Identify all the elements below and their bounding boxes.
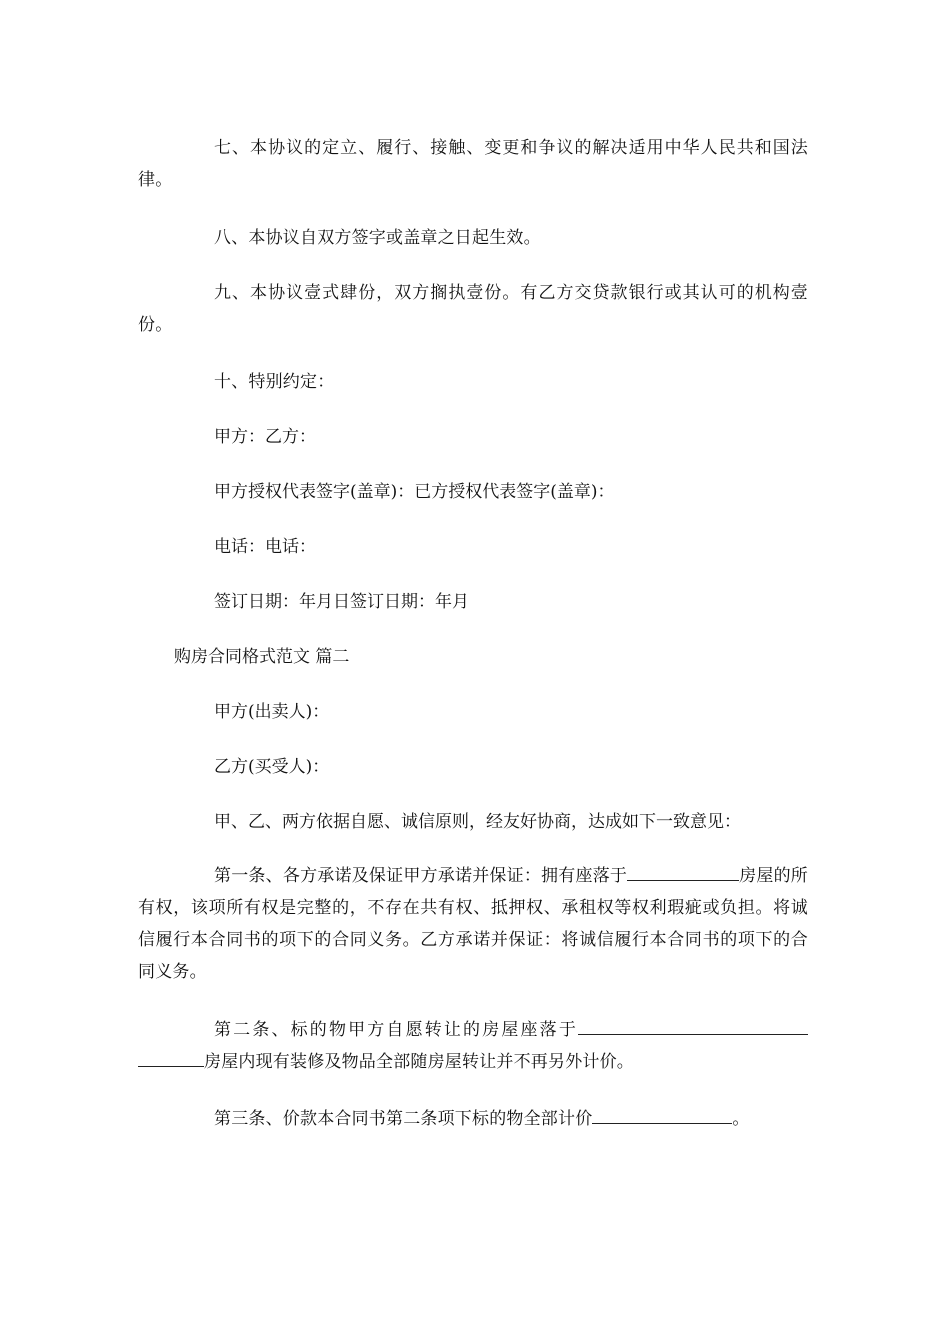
article-2 bbox=[138, 1014, 808, 1078]
clause-7: 七、本协议的定立、履行、接触、变更和争议的解决适用中华人民共和国法律。 bbox=[138, 138, 808, 190]
clause-9: 九、本协议壹式肆份，双方搁执壹份。有乙方交贷款银行或其认可的机构壹份。 bbox=[138, 283, 808, 335]
signature-date: 签订日期：年月日签订日期：年月 bbox=[214, 592, 469, 612]
article-2-rest: 房屋内现有装修及物品全部随房屋转让并不再另外计价。 bbox=[204, 1052, 634, 1072]
article-1-rest: 房屋的所有权，该项所有权是完整的，不存在共有权、抵押权、承租权等权利瑕疵或负担。将诚信履行本合同书的项下的合同义务。乙方承诺并保证：将诚信履行本合同书的项下的合同义务。 bbox=[138, 866, 808, 982]
article-2-blank-1 bbox=[578, 1014, 808, 1035]
signature-representatives: 甲方授权代表签字(盖章)：已方授权代表签字(盖章)： bbox=[214, 482, 615, 502]
signature-phone: 电话：电话： bbox=[214, 537, 316, 557]
article-1 bbox=[138, 860, 808, 988]
clause-10: 十、特别约定： bbox=[214, 372, 335, 392]
contract-intro: 甲、乙、两方依据自愿、诚信原则，经友好协商，达成如下一致意见： bbox=[214, 812, 741, 832]
article-2-start: 第二条、标的物甲方自愿转让的房屋座落于 bbox=[214, 1020, 578, 1040]
party-b-label: 乙方(买受人)： bbox=[214, 757, 330, 777]
clause-8: 八、本协议自双方签字或盖章之日起生效。 bbox=[214, 228, 541, 248]
article-3 bbox=[138, 1103, 808, 1135]
party-a-label: 甲方(出卖人)： bbox=[214, 702, 330, 722]
signature-parties: 甲方：乙方： bbox=[214, 427, 316, 447]
section-title: 购房合同格式范文 篇二 bbox=[174, 647, 350, 667]
article-3-end: 。 bbox=[732, 1109, 750, 1129]
article-2-blank-2 bbox=[138, 1046, 204, 1067]
article-3-start: 第三条、价款本合同书第二条项下标的物全部计价 bbox=[214, 1109, 593, 1129]
article-1-start: 第一条、各方承诺及保证甲方承诺并保证：拥有座落于 bbox=[214, 866, 628, 886]
article-3-blank bbox=[592, 1103, 732, 1124]
article-1-blank bbox=[627, 860, 739, 881]
